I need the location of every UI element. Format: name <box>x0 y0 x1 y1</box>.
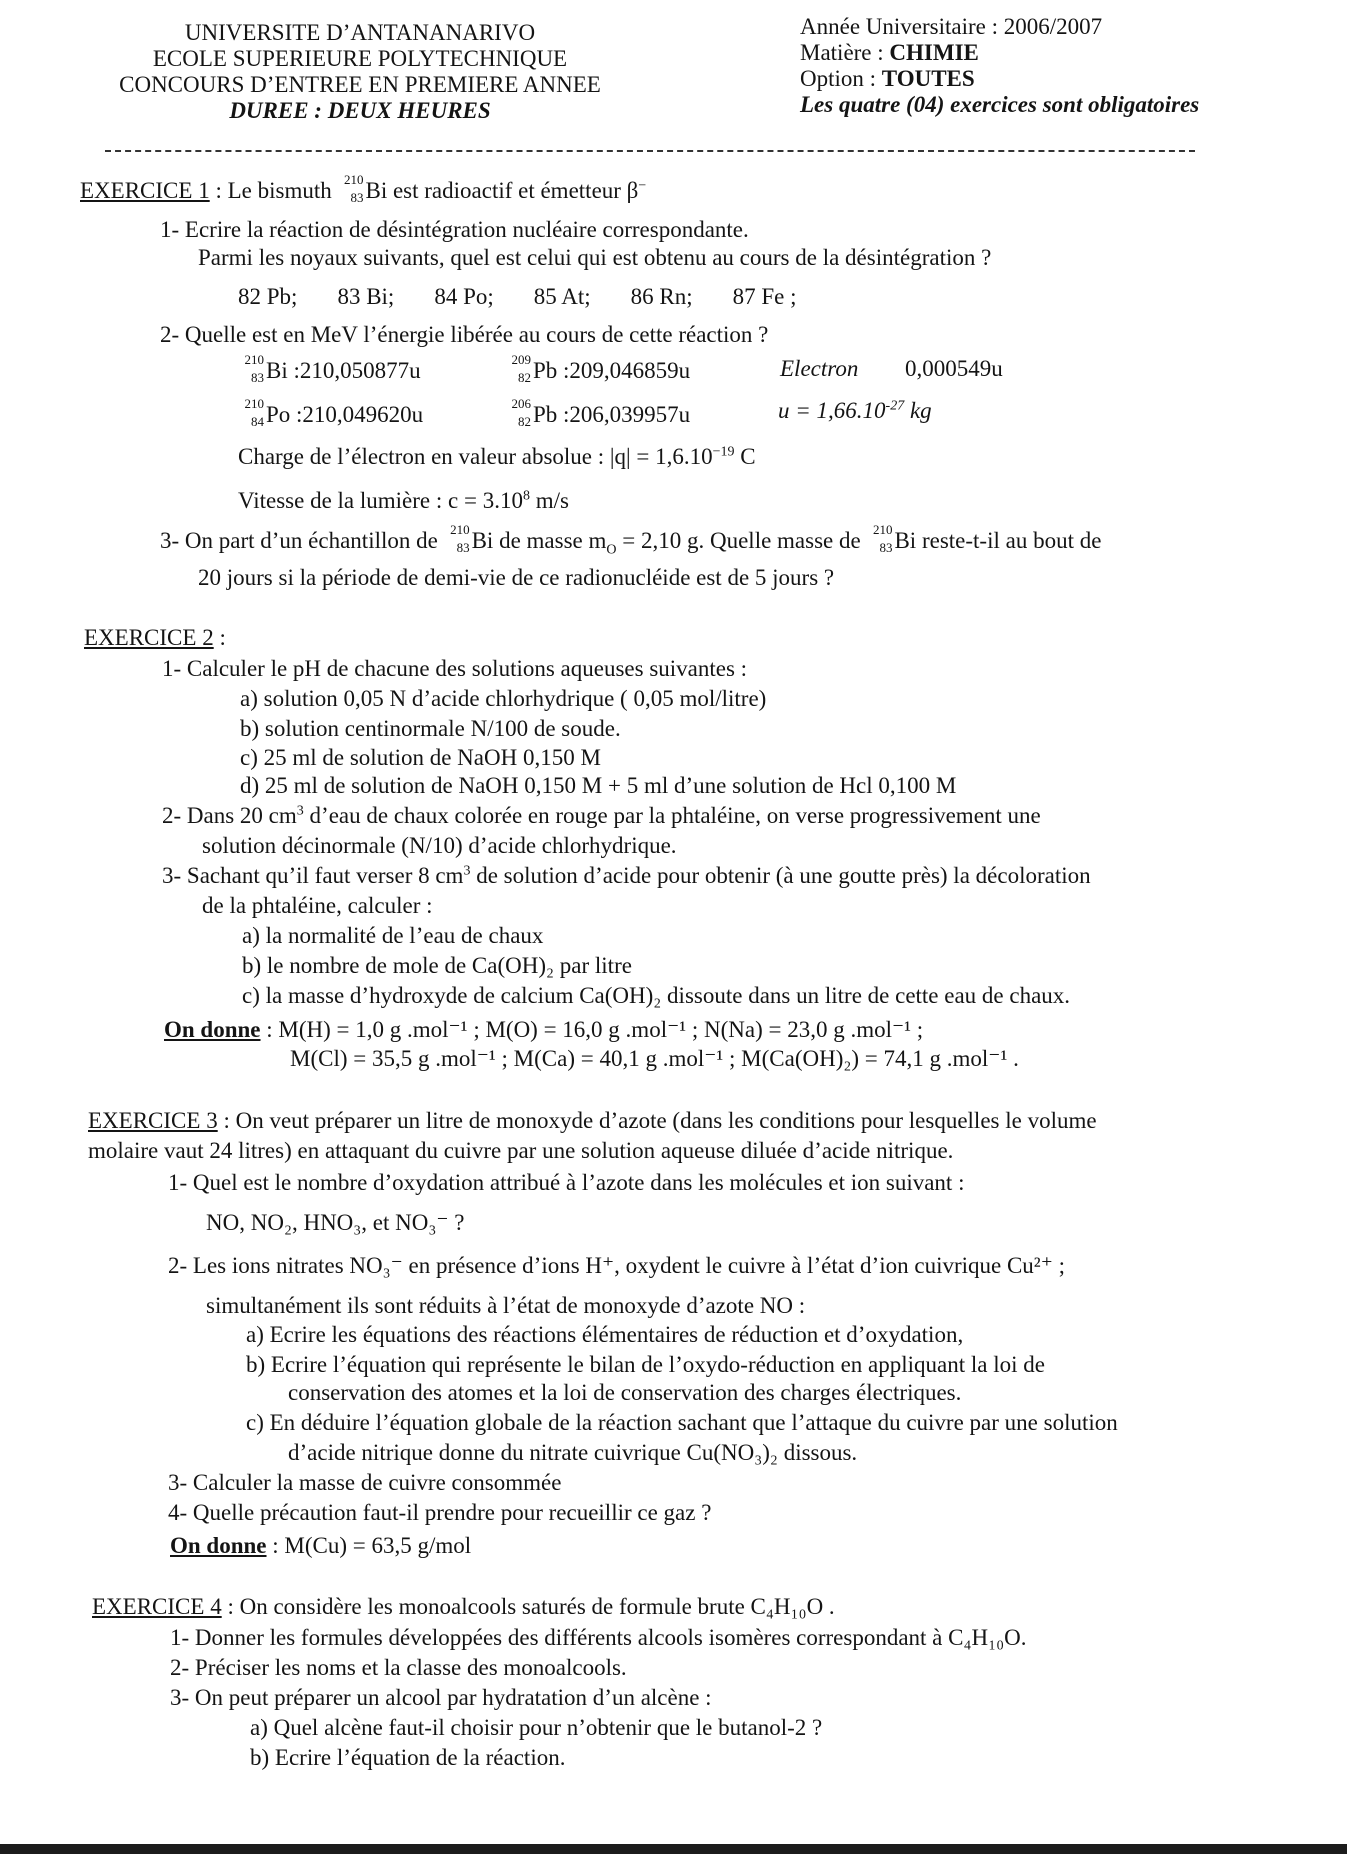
ex1-q3: 3- On part d’un échantillon de 210 83 Bi de masse $m_O = 2,10$ g. Quelle masse de 210 83 Bi reste-t-il au bout de <box>160 522 1102 558</box>
ex2-q2: 2- Dans 20 $cm^3$ d’eau de chaux colorée en rouge par la phtaléine, on verse progressivement une <box>162 803 1041 828</box>
ex1-nuclei-list: 82 Pb; 83 Bi; 84 Po; 85 At; 86 Rn; 87 Fe ; <box>238 284 797 309</box>
ex2-q1a: a) solution 0,05 N d’acide chlorhydrique ( 0,05 mol/litre) <box>240 686 767 711</box>
ex3-q2b: b) Ecrire l’équation qui représente le bilan de l’oxydo-réduction en appliquant la loi de <box>246 1352 1045 1377</box>
ex4-q3: 3- On peut préparer un alcool par hydratation d’un alcène : <box>170 1685 712 1710</box>
mandatory-note: Les quatre (04) exercices sont obligatoires <box>800 92 1200 117</box>
ex2-given-label: On donne <box>164 1017 261 1042</box>
contest-name: CONCOURS D’ENTREE EN PREMIERE ANNEE <box>119 72 601 97</box>
ex3-q2a: a) Ecrire les équations des réactions élémentaires de réduction et d’oxydation, <box>246 1322 964 1347</box>
ex3-q2-cont: simultanément ils sont réduits à l’état de monoxyde d’azote NO : <box>206 1293 806 1318</box>
header-right <box>800 14 1199 118</box>
ex1-q3-cont: 20 jours si la période de demi-vie de ce radionucléide est de 5 jours ? <box>198 565 835 590</box>
ex1-electron-charge: Charge de l’électron en valeur absolue : $|q| = 1,6.10^{-19}$ C <box>238 444 756 469</box>
ex2-q1c: c) 25 ml de solution de NaOH 0,150 M <box>240 745 601 770</box>
ex3-intro-cont: molaire vaut 24 litres) en attaquant du cuivre par une solution aqueuse diluée d’acide nitrique. <box>88 1138 954 1163</box>
ex4-q1: 1- Donner les formules développées des différents alcools isomères correspondant à C₄H₁₀O. <box>170 1625 1027 1650</box>
ex3-title: EXERCICE 3 <box>88 1108 218 1133</box>
ex1-pb206-mass: 206 82 Pb :206,039957u <box>511 396 691 429</box>
university-name: UNIVERSITE D’ANTANANARIVO <box>184 20 536 45</box>
ex1-mass-row-1: 210 83 Bi :210,050877u <box>244 352 421 385</box>
ex3-q3: 3- Calculer la masse de cuivre consommée <box>168 1470 562 1495</box>
ex3-q2b-cont: conservation des atomes et la loi de conservation des charges électriques. <box>288 1380 962 1405</box>
ex2-title-line: EXERCICE 2 : <box>84 625 226 650</box>
ex2-q1: 1- Calculer le pH de chacune des solutions aqueuses suivantes : <box>162 656 748 681</box>
ex2-given-cont: M(Cl) = 35,5 g .mol⁻¹ ; M(Ca) = 40,1 g .mol⁻¹ ; M(Ca(OH)₂) = 74,1 g .mol⁻¹ . <box>290 1046 1019 1071</box>
ex3-q2: 2- Les ions nitrates NO₃⁻ en présence d’ions H⁺, oxydent le cuivre à l’état d’ion cuivrique Cu²⁺ ; <box>168 1253 1065 1278</box>
ex1-pb209-mass: 209 82 Pb :209,046859u <box>511 352 691 385</box>
ex3-q4: 4- Quelle précaution faut-il prendre pour recueillir ce gaz ? <box>168 1500 712 1525</box>
ex3-q1-species: NO, NO₂, HNO₃, et NO₃⁻ ? <box>206 1210 465 1235</box>
ex2-q3c: c) la masse d’hydroxyde de calcium Ca(OH)₂ dissoute dans un litre de cette eau de chaux. <box>242 983 1071 1008</box>
ex3-title-line: EXERCICE 3 : On veut préparer un litre de monoxyde d’azote (dans les conditions pour lesquelles le volume <box>88 1108 1097 1133</box>
duration: DUREE : DEUX HEURES <box>229 98 491 123</box>
ex3-given-label: On donne <box>170 1533 267 1558</box>
ex1-q1b: Parmi les noyaux suivants, quel est celui qui est obtenu au cours de la désintégration ? <box>198 245 992 270</box>
ex1-q1: 1- Ecrire la réaction de désintégration nucléaire correspondante. <box>160 217 749 242</box>
school-name: ECOLE SUPERIEURE POLYTECHNIQUE <box>152 46 568 71</box>
ex1-q2: 2- Quelle est en MeV l’énergie libérée au cours de cette réaction ? <box>160 322 769 347</box>
ex2-q3b: b) le nombre de mole de Ca(OH)₂ par litre <box>242 953 632 978</box>
ex4-q3a: a) Quel alcène faut-il choisir pour n’obtenir que le butanol-2 ? <box>250 1715 823 1740</box>
ex2-q2-cont: solution décinormale (N/10) d’acide chlorhydrique. <box>202 833 677 858</box>
ex3-given: On donne : M(Cu) = 63,5 g/mol <box>170 1533 472 1558</box>
ex3-q2c: c) En déduire l’équation globale de la réaction sachant que l’attaque du cuivre par une solution <box>246 1410 1118 1435</box>
ex4-q2: 2- Préciser les noms et la classe des monoalcools. <box>170 1655 627 1680</box>
ex2-given: On donne : M(H) = 1,0 g .mol⁻¹ ; M(O) = 16,0 g .mol⁻¹ ; N(Na) = 23,0 g .mol⁻¹ ; <box>164 1017 924 1042</box>
ex2-q3a: a) la normalité de l’eau de chaux <box>242 923 544 948</box>
ex4-q3b: b) Ecrire l’équation de la réaction. <box>250 1745 566 1770</box>
ex4-title-line: EXERCICE 4 : On considère les monoalcools saturés de formule brute C₄H₁₀O . <box>92 1594 835 1619</box>
header-divider <box>105 150 1195 152</box>
ex1-light-speed: Vitesse de la lumière : $c = 3.10^8$ m/s <box>238 488 569 513</box>
academic-year: Année Universitaire : 2006/2007 <box>800 14 1103 39</box>
ex1-electron-mass: 0,000549u <box>905 356 1003 381</box>
subject: Matière : CHIMIE <box>800 40 979 65</box>
header-left <box>60 20 660 124</box>
ex4-title: EXERCICE 4 <box>92 1594 222 1619</box>
ex1-title: EXERCICE 1 <box>80 178 210 203</box>
ex2-title: EXERCICE 2 <box>84 625 214 650</box>
scan-edge <box>0 1844 1347 1854</box>
ex1-u-definition: $u = 1,66.10^{-27}$ kg <box>778 398 932 423</box>
bi-210-symbol: 210 83 <box>343 172 364 205</box>
ex2-q3: 3- Sachant qu’il faut verser 8 $cm^3$ de solution d’acide pour obtenir (à une goutte près) la décoloration <box>162 863 1091 888</box>
ex2-q1d: d) 25 ml de solution de NaOH 0,150 M + 5 ml d’une solution de Hcl 0,100 M <box>240 773 957 798</box>
ex3-q2c-cont: d’acide nitrique donne du nitrate cuivrique Cu(NO₃)₂ dissous. <box>288 1440 858 1465</box>
ex2-q3-cont: de la phtaléine, calculer : <box>202 893 433 918</box>
ex3-q1: 1- Quel est le nombre d’oxydation attribué à l’azote dans les molécules et ion suivant : <box>168 1170 965 1195</box>
ex2-q1b: b) solution centinormale N/100 de soude. <box>240 716 621 741</box>
option: Option : TOUTES <box>800 66 975 91</box>
ex1-electron-label: Electron <box>780 356 859 381</box>
ex1-title-line: EXERCICE 1 : Le bismuth 210 83 Bi est radioactif et émetteur β− <box>80 172 647 205</box>
ex1-po-mass: 210 84 Po :210,049620u <box>244 396 424 429</box>
